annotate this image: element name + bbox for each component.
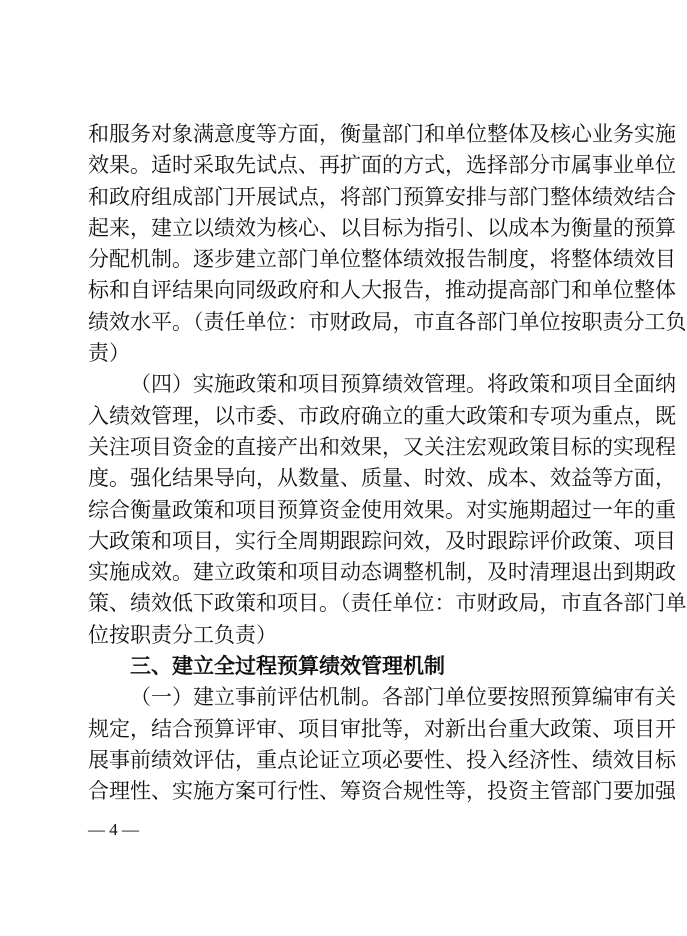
text-line: 策、绩效低下政策和项目。（责任单位：市财政局，市直各部门单 [88, 591, 687, 616]
text-line: 大政策和项目，实行全周期跟踪问效，及时跟踪评价政策、项目 [88, 528, 676, 553]
text-line: 规定，结合预算评审、项目审批等，对新出台重大政策、项目开 [88, 716, 676, 741]
text-line: 度。强化结果导向，从数量、质量、时效、成本、效益等方面， [88, 466, 676, 491]
text-line: 位按职责分工负责） [88, 622, 277, 647]
text-line: 和政府组成部门开展试点，将部门预算安排与部门整体绩效结合 [88, 184, 676, 209]
text-line: 入绩效管理，以市委、市政府确立的重大政策和专项为重点，既 [88, 403, 676, 428]
text-line: 分配机制。逐步建立部门单位整体绩效报告制度，将整体绩效目 [88, 247, 676, 272]
text-line: 起来，建立以绩效为核心、以目标为指引、以成本为衡量的预算 [88, 215, 676, 240]
text-line: 实施成效。建立政策和项目动态调整机制，及时清理退出到期政 [88, 560, 676, 585]
text-line: 效果。适时采取先试点、再扩面的方式，选择部分市属事业单位 [88, 153, 676, 178]
text-line: 责） [88, 341, 130, 366]
text-line: 关注项目资金的直接产出和效果，又关注宏观政策目标的实现程 [88, 434, 676, 459]
subsection-four-paragraph: （四）实施政策和项目预算绩效管理。将政策和项目全面纳 [130, 372, 676, 397]
page-number: — 4 — [88, 820, 139, 839]
text-line: 合理性、实施方案可行性、筹资合规性等，投资主管部门要加强 [88, 779, 676, 804]
text-line: 标和自评结果向同级政府和人大报告，推动提高部门和单位整体 [88, 278, 676, 303]
text-line: 展事前绩效评估，重点论证立项必要性、投入经济性、绩效目标 [88, 747, 676, 772]
text-line: 综合衡量政策和项目预算资金使用效果。对实施期超过一年的重 [88, 497, 676, 522]
text-line: 和服务对象满意度等方面，衡量部门和单位整体及核心业务实施 [88, 122, 676, 146]
text-line: 绩效水平。（责任单位：市财政局，市直各部门单位按职责分工负 [88, 309, 687, 334]
document-body [88, 119, 687, 808]
section-heading: 三、建立全过程预算绩效管理机制 [130, 654, 445, 679]
subsection-one-paragraph: （一）建立事前评估机制。各部门单位要按照预算编审有关 [130, 685, 676, 710]
